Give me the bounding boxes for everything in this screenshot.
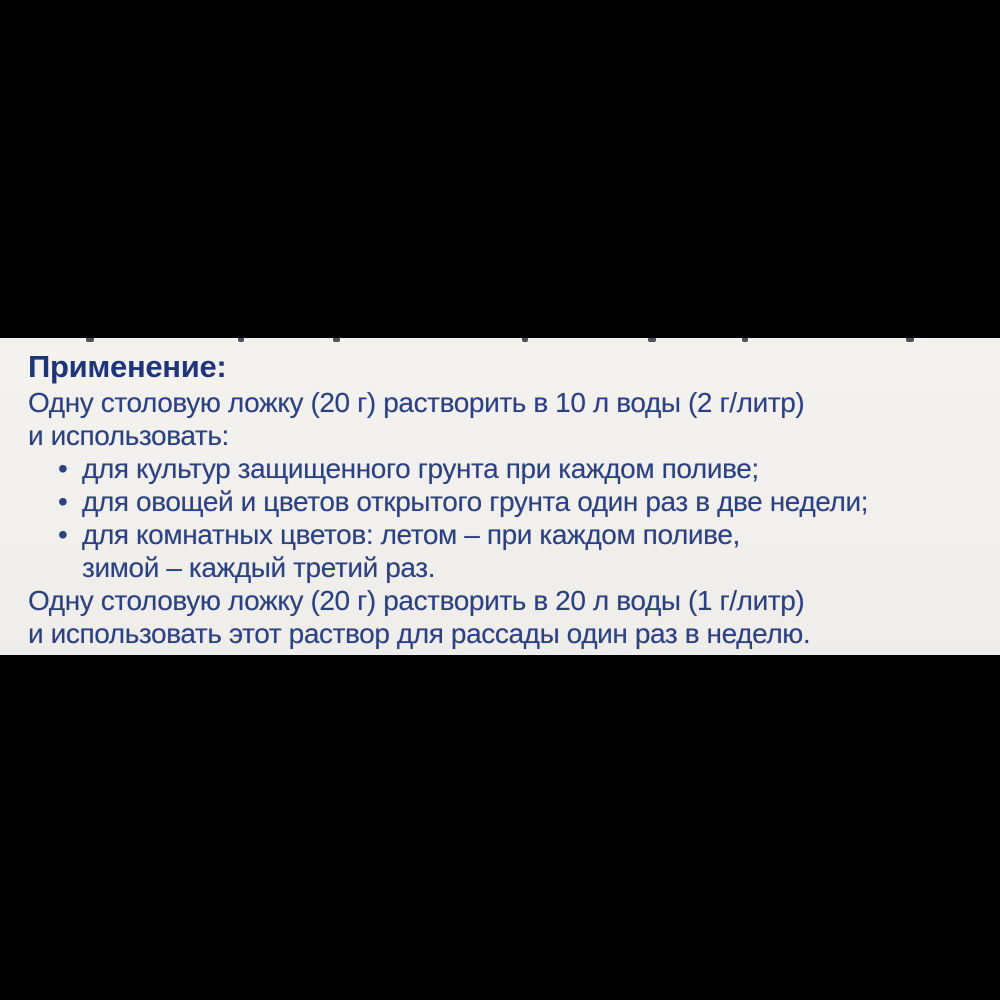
- list-item-text: для культур защищенного грунта при каждом поливе;: [82, 453, 759, 484]
- list-item: [28, 452, 980, 485]
- cropped-text-remnant: [238, 338, 244, 342]
- cropped-text-remnant: [333, 338, 340, 342]
- list-item: [28, 518, 980, 584]
- black-band-top: [0, 0, 1000, 338]
- dosage-line-2: и использовать:: [28, 420, 229, 451]
- bullet-icon: •: [58, 453, 68, 484]
- seedling-dosage-line-1: Одну столовую ложку (20 г) растворить в 20 л воды (1 г/литр): [28, 585, 805, 616]
- cropped-text-remnant: [86, 338, 94, 342]
- bullet-icon: •: [58, 486, 68, 517]
- section-heading: Применение:: [28, 349, 227, 384]
- seedling-dosage-line-2: и использовать этот раствор для рассады один раз в неделю.: [28, 618, 811, 649]
- list-item-text-continuation: зимой – каждый третий раз.: [82, 552, 436, 583]
- black-band-bottom: [0, 655, 1000, 1000]
- cropped-text-remnant: [906, 338, 914, 342]
- cropped-text-remnant: [742, 338, 748, 342]
- list-item: [28, 485, 980, 518]
- instructions-panel: [0, 338, 1000, 655]
- dosage-line-1: Одну столовую ложку (20 г) растворить в 10 л воды (2 г/литр): [28, 387, 805, 418]
- cropped-text-remnant: [648, 338, 656, 342]
- list-item-text: для овощей и цветов открытого грунта один раз в две недели;: [82, 486, 869, 517]
- list-item-text: для комнатных цветов: летом – при каждом поливе,: [82, 519, 740, 550]
- bullet-icon: •: [58, 519, 68, 550]
- cropped-text-remnant: [522, 338, 528, 342]
